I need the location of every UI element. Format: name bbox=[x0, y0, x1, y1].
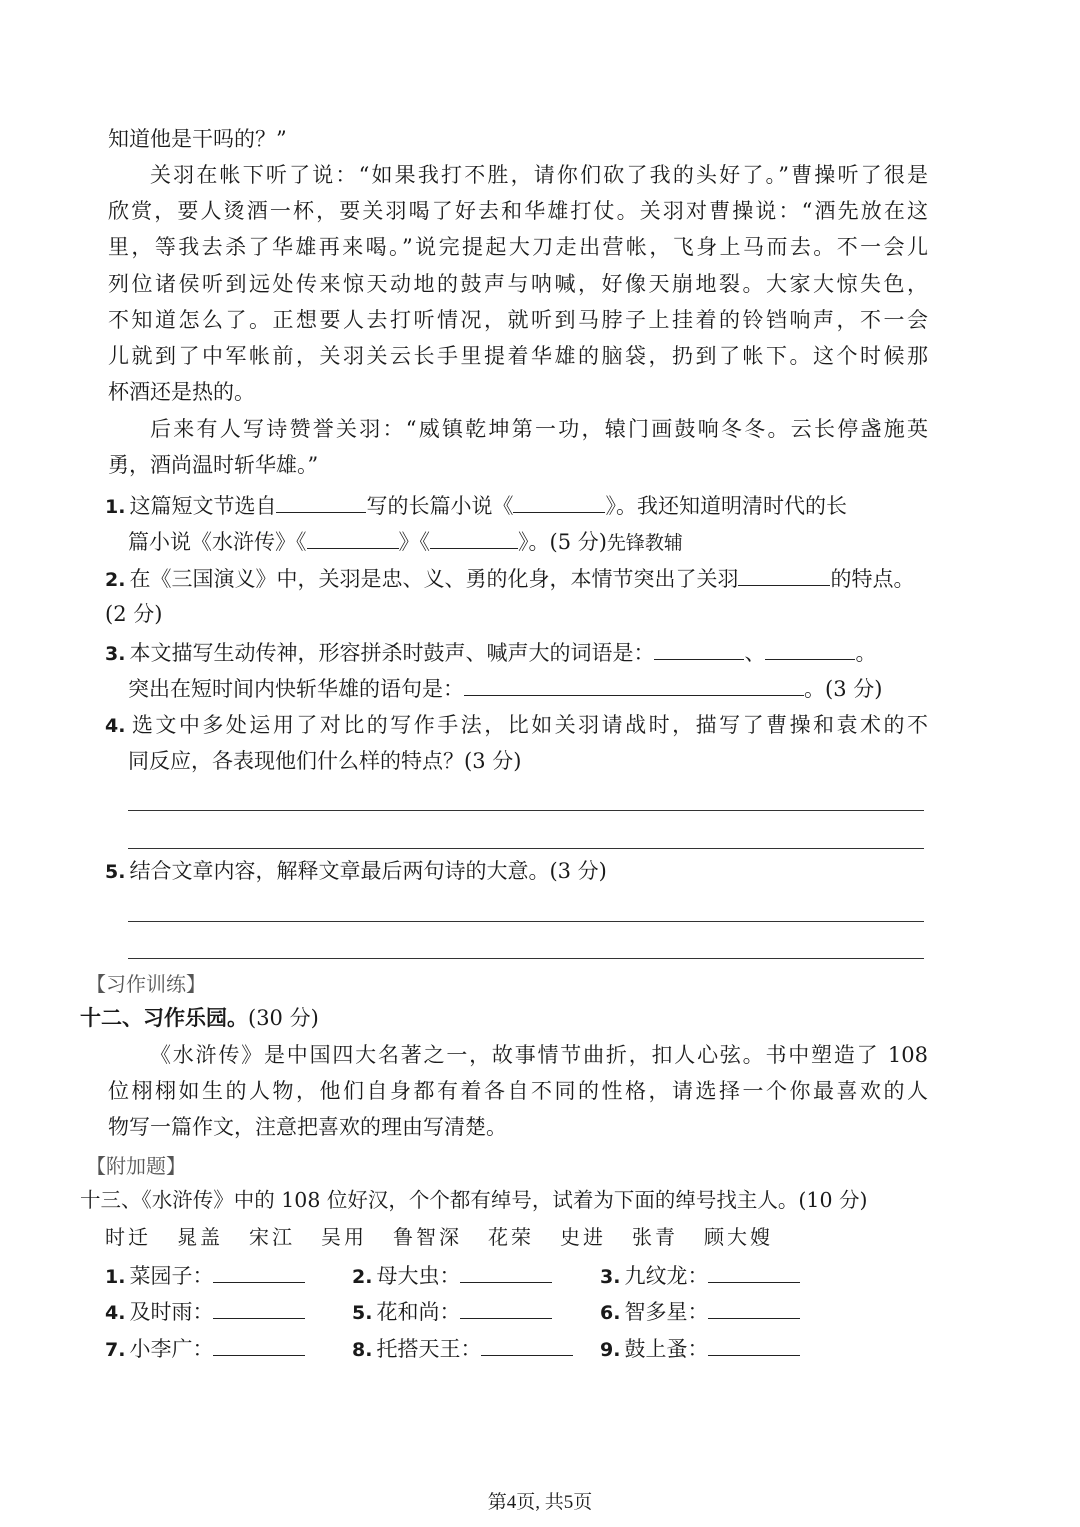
hero-name: 花荣 bbox=[488, 1225, 534, 1249]
question-text: 突出在短时间内快斩华雄的语句是： bbox=[128, 677, 464, 701]
section-score: (30 分) bbox=[248, 1006, 319, 1030]
hero-name: 张青 bbox=[632, 1225, 678, 1249]
nickname-label: 菜园子： bbox=[129, 1264, 214, 1288]
nickname-item bbox=[352, 1260, 552, 1292]
hero-name: 宋江 bbox=[249, 1225, 295, 1249]
answer-blank[interactable] bbox=[513, 490, 605, 513]
item-number: 5. bbox=[352, 1302, 373, 1324]
hero-name: 顾大嫂 bbox=[704, 1225, 773, 1249]
answer-blank[interactable] bbox=[481, 1333, 573, 1356]
question-1-continued bbox=[128, 526, 948, 558]
question-text: 写的长篇小说《 bbox=[366, 494, 514, 518]
question-text: 。 bbox=[855, 641, 877, 665]
question-text: 篇小说《水浒传》《 bbox=[128, 530, 307, 554]
question-number: 5. bbox=[105, 861, 126, 883]
item-number: 8. bbox=[352, 1339, 373, 1361]
question-text: 的特点。 bbox=[830, 567, 915, 591]
nickname-label: 小李广： bbox=[129, 1337, 214, 1361]
nickname-label: 托搭天王： bbox=[376, 1337, 482, 1361]
question-text: 选文中多处运用了对比的写作手法，比如关羽请战时，描写了曹操和袁术的不 bbox=[129, 713, 928, 737]
hero-name: 时迁 bbox=[105, 1225, 151, 1249]
item-number: 9. bbox=[600, 1339, 621, 1361]
nickname-item bbox=[600, 1296, 800, 1328]
answer-blank[interactable] bbox=[307, 526, 399, 549]
item-number: 2. bbox=[352, 1266, 373, 1288]
answer-blank[interactable] bbox=[460, 1296, 552, 1319]
answer-blank[interactable] bbox=[708, 1260, 800, 1283]
answer-blank[interactable] bbox=[708, 1333, 800, 1356]
question-text: 。(3 分) bbox=[804, 677, 883, 701]
answer-blank[interactable] bbox=[213, 1333, 305, 1356]
writing-line: 物写一篇作文，注意把喜欢的理由写清楚。 bbox=[108, 1115, 507, 1139]
section-heading bbox=[80, 1003, 319, 1033]
nickname-label: 母大虫： bbox=[376, 1264, 461, 1288]
question-2-score: (2 分) bbox=[105, 602, 163, 626]
nickname-item bbox=[600, 1333, 800, 1365]
answer-line[interactable] bbox=[128, 958, 924, 959]
nickname-label: 花和尚： bbox=[376, 1300, 461, 1324]
nickname-label: 及时雨： bbox=[129, 1300, 214, 1324]
nickname-item bbox=[105, 1333, 305, 1365]
hero-names bbox=[105, 1222, 799, 1252]
nickname-label: 九纹龙： bbox=[624, 1264, 709, 1288]
answer-line[interactable] bbox=[128, 810, 924, 811]
item-number: 4. bbox=[105, 1302, 126, 1324]
item-number: 1. bbox=[105, 1266, 126, 1288]
passage-line: 勇，酒尚温时斩华雄。” bbox=[108, 453, 319, 477]
hero-name: 吴用 bbox=[321, 1225, 367, 1249]
section-title: 十二、习作乐园。 bbox=[80, 1006, 248, 1030]
answer-blank[interactable] bbox=[765, 637, 855, 660]
nickname-item bbox=[105, 1260, 305, 1292]
page-number: 第4页, 共5页 bbox=[487, 1492, 593, 1513]
question-text: 这篇短文节选自 bbox=[129, 494, 277, 518]
answer-line[interactable] bbox=[128, 921, 924, 922]
passage-line: 关羽在帐下听了说：“如果我打不胜，请你们砍了我的头好了。”曹操听了很是 bbox=[150, 163, 928, 187]
item-number: 7. bbox=[105, 1339, 126, 1361]
nickname-label: 鼓上蚤： bbox=[624, 1337, 709, 1361]
answer-blank[interactable] bbox=[738, 563, 830, 586]
question-3-continued bbox=[128, 673, 948, 704]
answer-blank[interactable] bbox=[430, 526, 518, 549]
writing-line: 《水浒传》是中国四大名著之一，故事情节曲折，扣人心弦。书中塑造了 108 bbox=[150, 1043, 928, 1067]
bonus-heading: 十三、《水浒传》中的 108 位好汉，个个都有绰号，试着为下面的绰号找主人。(10 分) bbox=[80, 1188, 868, 1212]
answer-line[interactable] bbox=[128, 848, 924, 849]
item-number: 3. bbox=[600, 1266, 621, 1288]
answer-blank[interactable] bbox=[213, 1260, 305, 1283]
question-text: 本文描写生动传神，形容拼杀时鼓声、喊声大的词语是： bbox=[129, 641, 655, 665]
question-2 bbox=[105, 563, 925, 595]
question-number: 2. bbox=[105, 569, 126, 591]
question-4 bbox=[105, 710, 928, 741]
passage-line: 儿就到了中军帐前，关羽关云长手里提着华雄的脑袋，扔到了帐下。这个时候那 bbox=[108, 344, 928, 368]
answer-blank[interactable] bbox=[654, 637, 744, 660]
question-text: 在《三国演义》中，关羽是忠、义、勇的化身，本情节突出了关羽 bbox=[129, 567, 739, 591]
passage-line: 不知道怎么了。正想要人去打听情况，就听到马脖子上挂着的铃铛响声，不一会 bbox=[108, 308, 928, 332]
question-1 bbox=[105, 490, 925, 522]
answer-blank[interactable] bbox=[460, 1260, 552, 1283]
question-text: 》。(5 分) bbox=[518, 530, 607, 554]
nickname-item bbox=[105, 1296, 305, 1328]
question-number: 1. bbox=[105, 496, 126, 518]
hero-name: 鲁智深 bbox=[393, 1225, 462, 1249]
section-tag: 【习作训练】 bbox=[86, 972, 206, 996]
hero-name: 史进 bbox=[560, 1225, 606, 1249]
passage-line: 欣赏，要人烫酒一杯，要关羽喝了好去和华雄打仗。关羽对曹操说：“酒先放在这 bbox=[108, 199, 928, 223]
nickname-item bbox=[352, 1333, 573, 1365]
passage-line: 知道他是干吗的？” bbox=[108, 127, 287, 151]
writing-line: 位栩栩如生的人物，他们自身都有着各自不同的性格，请选择一个你最喜欢的人 bbox=[108, 1079, 928, 1103]
passage-line: 后来有人写诗赞誉关羽：“威镇乾坤第一功，辕门画鼓响冬冬。云长停盏施英 bbox=[150, 417, 928, 441]
question-3 bbox=[105, 637, 925, 669]
passage-line: 杯酒还是热的。 bbox=[108, 380, 255, 404]
watermark-note: 先锋教辅 bbox=[606, 532, 683, 554]
passage-line: 列位诸侯听到远处传来惊天动地的鼓声与呐喊，好像天崩地裂。大家大惊失色， bbox=[108, 272, 928, 296]
question-text: 结合文章内容，解释文章最后两句诗的大意。(3 分) bbox=[129, 859, 607, 883]
section-tag: 【附加题】 bbox=[86, 1154, 186, 1178]
item-number: 6. bbox=[600, 1302, 621, 1324]
answer-blank[interactable] bbox=[708, 1296, 800, 1319]
answer-blank[interactable] bbox=[464, 673, 804, 696]
question-4-continued: 同反应，各表现他们什么样的特点？(3 分) bbox=[128, 749, 522, 773]
question-text: 》《 bbox=[398, 530, 430, 554]
nickname-item bbox=[352, 1296, 552, 1328]
answer-blank[interactable] bbox=[213, 1296, 305, 1319]
passage-line: 里，等我去杀了华雄再来喝。”说完提起大刀走出营帐，飞身上马而去。不一会儿 bbox=[108, 235, 928, 259]
question-number: 4. bbox=[105, 715, 126, 737]
hero-name: 晁盖 bbox=[177, 1225, 223, 1249]
question-text: 》。我还知道明清时代的长 bbox=[605, 494, 847, 518]
question-number: 3. bbox=[105, 643, 126, 665]
answer-blank[interactable] bbox=[276, 490, 366, 513]
question-5 bbox=[105, 856, 925, 887]
question-text: 、 bbox=[744, 641, 766, 665]
nickname-label: 智多星： bbox=[624, 1300, 709, 1324]
nickname-item bbox=[600, 1260, 800, 1292]
